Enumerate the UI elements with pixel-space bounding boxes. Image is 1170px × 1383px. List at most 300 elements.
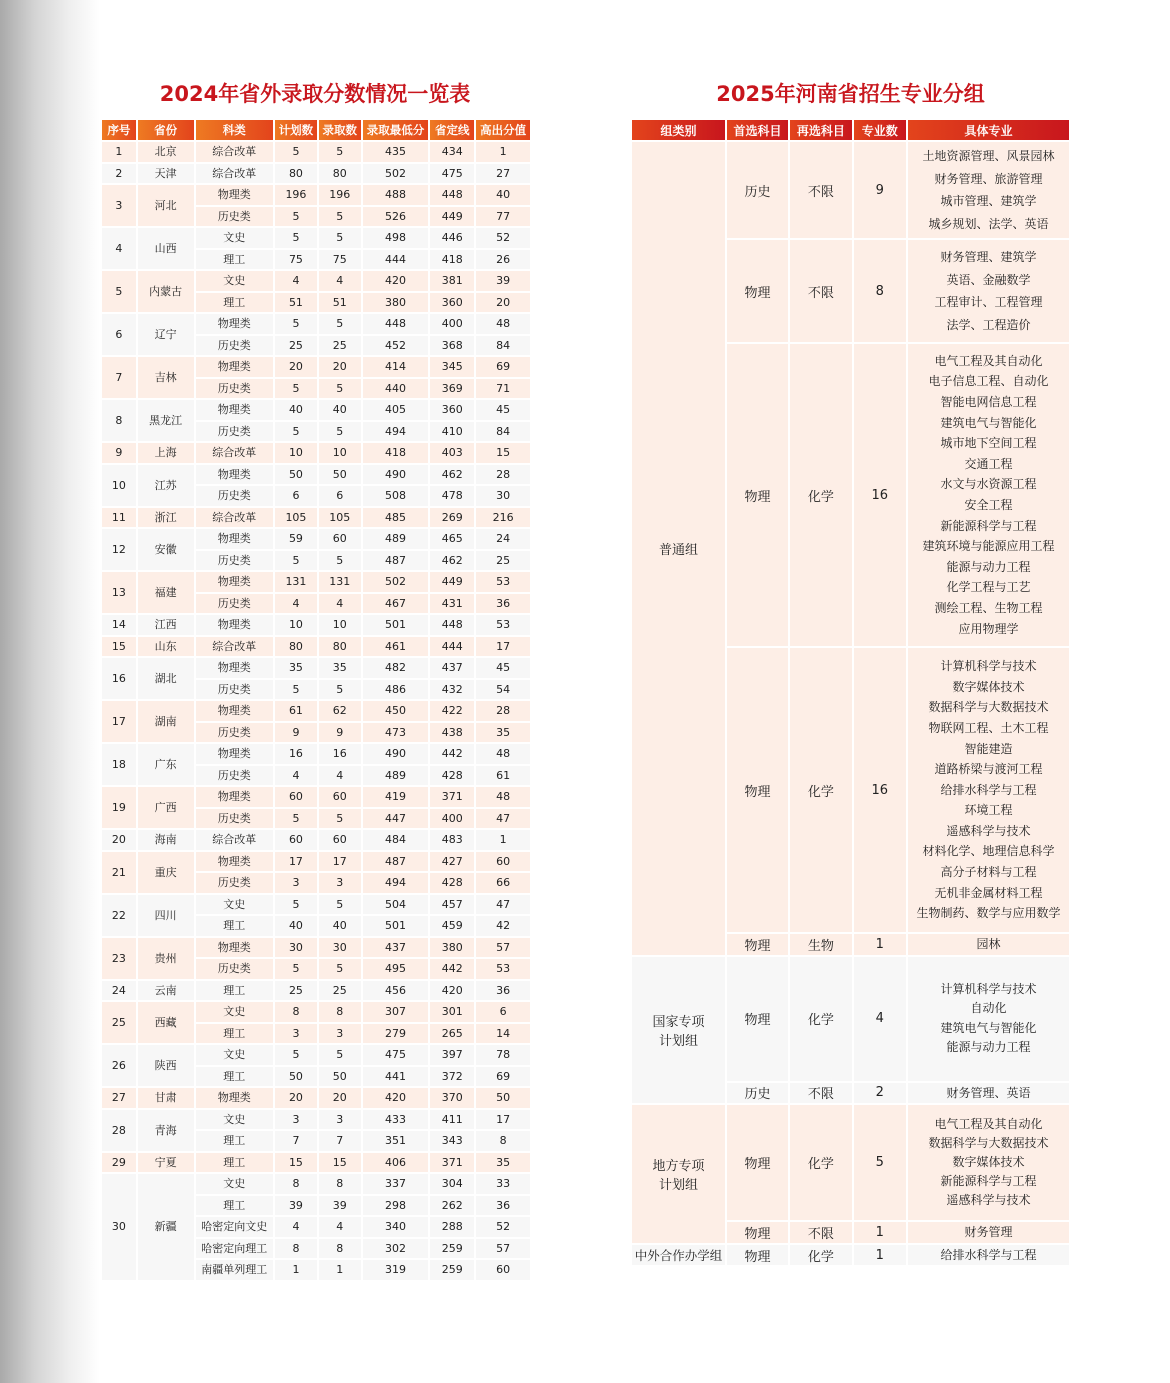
min-score-cell: 489 xyxy=(363,529,429,549)
category-cell: 综合改革 xyxy=(196,164,274,184)
line-cell: 259 xyxy=(430,1239,474,1259)
table-row xyxy=(632,1105,1069,1220)
admitted-cell: 8 xyxy=(319,1174,361,1194)
major-item: 环境工程 xyxy=(964,803,1013,818)
plan-cell: 5 xyxy=(275,809,317,829)
min-score-cell: 307 xyxy=(363,1002,429,1022)
line-cell: 343 xyxy=(430,1131,474,1151)
major-item: 智能电网信息工程 xyxy=(940,395,1037,410)
major-item: 材料化学、地理信息科学 xyxy=(922,844,1055,859)
table-row xyxy=(102,938,530,958)
row-number-cell: 5 xyxy=(102,271,136,312)
major-item: 安全工程 xyxy=(964,498,1013,512)
major-item: 计算机科学与技术 xyxy=(940,982,1037,997)
above-cell: 48 xyxy=(476,314,530,334)
table-row xyxy=(102,981,530,1001)
line-cell: 265 xyxy=(430,1024,474,1044)
line-cell: 427 xyxy=(430,852,474,872)
major-count-cell: 16 xyxy=(854,344,906,646)
category-cell: 文史 xyxy=(196,1174,274,1194)
province-cell: 陕西 xyxy=(138,1045,194,1086)
province-cell: 宁夏 xyxy=(138,1153,194,1173)
min-score-cell: 337 xyxy=(363,1174,429,1194)
above-cell: 50 xyxy=(476,1088,530,1108)
above-cell: 216 xyxy=(476,508,530,528)
plan-cell: 39 xyxy=(275,1196,317,1216)
category-cell: 历史类 xyxy=(196,379,274,399)
second-subject-cell: 化学 xyxy=(790,957,851,1081)
plan-cell: 4 xyxy=(275,1217,317,1237)
above-cell: 84 xyxy=(476,422,530,442)
table-row xyxy=(102,830,530,850)
above-cell: 1 xyxy=(476,830,530,850)
table-row xyxy=(102,164,530,184)
province-cell: 江西 xyxy=(138,615,194,635)
category-cell: 文史 xyxy=(196,271,274,291)
admitted-cell: 40 xyxy=(319,400,361,420)
header-second-subject: 再选科目 xyxy=(790,120,851,140)
min-score-cell: 494 xyxy=(363,422,429,442)
category-cell: 理工 xyxy=(196,1067,274,1087)
province-cell: 黑龙江 xyxy=(138,400,194,441)
first-subject-cell: 物理 xyxy=(727,344,788,646)
table-row xyxy=(102,615,530,635)
major-item: 电气工程及其自动化 xyxy=(934,1116,1043,1131)
above-cell: 39 xyxy=(476,271,530,291)
admitted-cell: 6 xyxy=(319,486,361,506)
plan-cell: 60 xyxy=(275,830,317,850)
table-row xyxy=(102,1002,530,1022)
right-header-row xyxy=(632,120,1069,140)
line-cell: 368 xyxy=(430,336,474,356)
admitted-cell: 5 xyxy=(319,1045,361,1065)
plan-cell: 80 xyxy=(275,164,317,184)
row-number-cell: 18 xyxy=(102,744,136,785)
plan-cell: 7 xyxy=(275,1131,317,1151)
admitted-cell: 5 xyxy=(319,809,361,829)
admitted-cell: 5 xyxy=(319,422,361,442)
line-cell: 262 xyxy=(430,1196,474,1216)
table-row xyxy=(102,185,530,205)
major-count-cell: 9 xyxy=(854,142,906,238)
min-score-cell: 502 xyxy=(363,572,429,592)
above-cell: 27 xyxy=(476,164,530,184)
line-cell: 428 xyxy=(430,873,474,893)
above-cell: 45 xyxy=(476,658,530,678)
category-cell: 综合改革 xyxy=(196,637,274,657)
table-row xyxy=(102,1174,530,1194)
major-item: 新能源科学与工程 xyxy=(940,1174,1037,1189)
category-cell: 物理类 xyxy=(196,787,274,807)
line-cell: 428 xyxy=(430,766,474,786)
category-cell: 理工 xyxy=(196,916,274,936)
major-item: 园林 xyxy=(976,937,1001,951)
major-item: 能源与动力工程 xyxy=(946,559,1031,574)
plan-cell: 4 xyxy=(275,766,317,786)
line-cell: 437 xyxy=(430,658,474,678)
row-number-cell: 24 xyxy=(102,981,136,1001)
plan-cell: 59 xyxy=(275,529,317,549)
admitted-cell: 60 xyxy=(319,787,361,807)
above-cell: 26 xyxy=(476,250,530,270)
min-score-cell: 448 xyxy=(363,314,429,334)
above-cell: 53 xyxy=(476,615,530,635)
admitted-cell: 51 xyxy=(319,293,361,313)
plan-cell: 9 xyxy=(275,723,317,743)
row-number-cell: 26 xyxy=(102,1045,136,1086)
majors-cell xyxy=(908,648,1069,932)
plan-cell: 5 xyxy=(275,959,317,979)
min-score-cell: 473 xyxy=(363,723,429,743)
row-number-cell: 20 xyxy=(102,830,136,850)
min-score-cell: 452 xyxy=(363,336,429,356)
plan-cell: 50 xyxy=(275,465,317,485)
table-row xyxy=(102,1153,530,1173)
category-cell: 理工 xyxy=(196,1196,274,1216)
line-cell: 301 xyxy=(430,1002,474,1022)
major-item: 测绘工程、生物工程 xyxy=(934,600,1043,615)
min-score-cell: 319 xyxy=(363,1260,429,1280)
province-cell: 广西 xyxy=(138,787,194,828)
above-cell: 53 xyxy=(476,572,530,592)
row-number-cell: 9 xyxy=(102,443,136,463)
line-cell: 444 xyxy=(430,637,474,657)
table-row xyxy=(102,271,530,291)
admitted-cell: 3 xyxy=(319,1110,361,1130)
province-cell: 浙江 xyxy=(138,508,194,528)
admitted-cell: 20 xyxy=(319,357,361,377)
major-item: 电子信息工程、自动化 xyxy=(928,374,1049,389)
admitted-cell: 5 xyxy=(319,551,361,571)
major-item: 财务管理、建筑学 xyxy=(940,250,1037,264)
min-score-cell: 498 xyxy=(363,228,429,248)
min-score-cell: 419 xyxy=(363,787,429,807)
plan-cell: 60 xyxy=(275,787,317,807)
group-name-cell: 国家专项 计划组 xyxy=(632,957,725,1104)
plan-cell: 3 xyxy=(275,873,317,893)
category-cell: 历史类 xyxy=(196,594,274,614)
major-item: 工程审计、工程管理 xyxy=(934,295,1043,309)
major-item: 土地资源管理、风景园林 xyxy=(922,149,1055,163)
majors-cell xyxy=(908,142,1069,238)
line-cell: 478 xyxy=(430,486,474,506)
table-row xyxy=(102,1088,530,1108)
admitted-cell: 10 xyxy=(319,443,361,463)
admitted-cell: 5 xyxy=(319,680,361,700)
plan-cell: 196 xyxy=(275,185,317,205)
major-item: 城乡规划、法学、英语 xyxy=(928,216,1049,231)
category-cell: 历史类 xyxy=(196,422,274,442)
plan-cell: 15 xyxy=(275,1153,317,1173)
line-cell: 403 xyxy=(430,443,474,463)
min-score-cell: 441 xyxy=(363,1067,429,1087)
province-cell: 青海 xyxy=(138,1110,194,1151)
major-count-cell: 2 xyxy=(854,1083,906,1104)
above-cell: 35 xyxy=(476,1153,530,1173)
admitted-cell: 16 xyxy=(319,744,361,764)
first-subject-cell: 物理 xyxy=(727,240,788,342)
line-cell: 269 xyxy=(430,508,474,528)
plan-cell: 50 xyxy=(275,1067,317,1087)
line-cell: 431 xyxy=(430,594,474,614)
first-subject-cell: 物理 xyxy=(727,1105,788,1220)
admitted-cell: 39 xyxy=(319,1196,361,1216)
table-row xyxy=(102,142,530,162)
admitted-cell: 4 xyxy=(319,1217,361,1237)
table-row xyxy=(102,895,530,915)
major-item: 数字媒体技术 xyxy=(952,679,1025,694)
group-name-cell: 普通组 xyxy=(632,142,725,955)
left-table-body xyxy=(102,142,530,1280)
above-cell: 6 xyxy=(476,1002,530,1022)
above-cell: 57 xyxy=(476,1239,530,1259)
line-cell: 371 xyxy=(430,787,474,807)
majors-cell xyxy=(908,1105,1069,1220)
plan-cell: 3 xyxy=(275,1110,317,1130)
category-cell: 物理类 xyxy=(196,357,274,377)
above-cell: 36 xyxy=(476,981,530,1001)
table-row xyxy=(102,1110,530,1130)
category-cell: 物理类 xyxy=(196,185,274,205)
plan-cell: 20 xyxy=(275,357,317,377)
major-item: 英语、金融数学 xyxy=(946,272,1031,287)
row-number-cell: 28 xyxy=(102,1110,136,1151)
plan-cell: 80 xyxy=(275,637,317,657)
plan-cell: 5 xyxy=(275,551,317,571)
major-item: 高分子材料与工程 xyxy=(940,865,1037,880)
line-cell: 449 xyxy=(430,572,474,592)
line-cell: 422 xyxy=(430,701,474,721)
major-item: 电气工程及其自动化 xyxy=(934,353,1043,368)
line-cell: 380 xyxy=(430,938,474,958)
line-cell: 432 xyxy=(430,680,474,700)
province-cell: 湖南 xyxy=(138,701,194,742)
province-cell: 河北 xyxy=(138,185,194,226)
plan-cell: 51 xyxy=(275,293,317,313)
line-cell: 465 xyxy=(430,529,474,549)
category-cell: 综合改革 xyxy=(196,508,274,528)
plan-cell: 5 xyxy=(275,895,317,915)
province-cell: 西藏 xyxy=(138,1002,194,1043)
line-cell: 457 xyxy=(430,895,474,915)
plan-cell: 20 xyxy=(275,1088,317,1108)
row-number-cell: 29 xyxy=(102,1153,136,1173)
category-cell: 理工 xyxy=(196,1153,274,1173)
plan-cell: 5 xyxy=(275,142,317,162)
category-cell: 哈密定向文史 xyxy=(196,1217,274,1237)
table-row xyxy=(102,852,530,872)
province-cell: 四川 xyxy=(138,895,194,936)
major-item: 应用物理学 xyxy=(958,621,1019,636)
province-cell: 重庆 xyxy=(138,852,194,893)
header-line: 省定线 xyxy=(430,120,474,140)
plan-cell: 5 xyxy=(275,379,317,399)
admitted-cell: 10 xyxy=(319,615,361,635)
table-row xyxy=(102,701,530,721)
plan-cell: 75 xyxy=(275,250,317,270)
major-count-cell: 1 xyxy=(854,934,906,955)
category-cell: 理工 xyxy=(196,250,274,270)
table-row xyxy=(102,314,530,334)
min-score-cell: 420 xyxy=(363,271,429,291)
admitted-cell: 8 xyxy=(319,1002,361,1022)
plan-cell: 25 xyxy=(275,336,317,356)
above-cell: 69 xyxy=(476,1067,530,1087)
admitted-cell: 7 xyxy=(319,1131,361,1151)
row-number-cell: 14 xyxy=(102,615,136,635)
province-cell: 江苏 xyxy=(138,465,194,506)
header-first-subject: 首选科目 xyxy=(727,120,788,140)
row-number-cell: 19 xyxy=(102,787,136,828)
row-number-cell: 27 xyxy=(102,1088,136,1108)
min-score-cell: 490 xyxy=(363,744,429,764)
line-cell: 370 xyxy=(430,1088,474,1108)
plan-cell: 105 xyxy=(275,508,317,528)
plan-cell: 5 xyxy=(275,680,317,700)
plan-cell: 6 xyxy=(275,486,317,506)
category-cell: 物理类 xyxy=(196,529,274,549)
table-row xyxy=(102,508,530,528)
line-cell: 442 xyxy=(430,744,474,764)
header-admitted: 录取数 xyxy=(319,120,361,140)
major-item: 财务管理、旅游管理 xyxy=(934,171,1043,186)
second-subject-cell: 不限 xyxy=(790,1083,851,1104)
plan-cell: 40 xyxy=(275,400,317,420)
row-number-cell: 12 xyxy=(102,529,136,570)
province-cell: 北京 xyxy=(138,142,194,162)
table-row xyxy=(102,465,530,485)
category-cell: 物理类 xyxy=(196,314,274,334)
category-cell: 物理类 xyxy=(196,852,274,872)
row-number-cell: 8 xyxy=(102,400,136,441)
line-cell: 397 xyxy=(430,1045,474,1065)
above-cell: 54 xyxy=(476,680,530,700)
table-row xyxy=(102,529,530,549)
second-subject-cell: 生物 xyxy=(790,934,851,955)
category-cell: 文史 xyxy=(196,228,274,248)
majors-cell xyxy=(908,934,1069,955)
above-cell: 17 xyxy=(476,1110,530,1130)
admitted-cell: 5 xyxy=(319,959,361,979)
admitted-cell: 4 xyxy=(319,594,361,614)
first-subject-cell: 物理 xyxy=(727,1245,788,1266)
min-score-cell: 490 xyxy=(363,465,429,485)
category-cell: 历史类 xyxy=(196,959,274,979)
above-cell: 60 xyxy=(476,852,530,872)
category-cell: 南疆单列理工 xyxy=(196,1260,274,1280)
province-cell: 福建 xyxy=(138,572,194,613)
row-number-cell: 25 xyxy=(102,1002,136,1043)
major-groups-table xyxy=(630,118,1071,1267)
above-cell: 77 xyxy=(476,207,530,227)
plan-cell: 35 xyxy=(275,658,317,678)
min-score-cell: 340 xyxy=(363,1217,429,1237)
min-score-cell: 450 xyxy=(363,701,429,721)
plan-cell: 61 xyxy=(275,701,317,721)
right-table-title: 2025年河南省招生专业分组 xyxy=(716,82,985,106)
line-cell: 381 xyxy=(430,271,474,291)
above-cell: 57 xyxy=(476,938,530,958)
row-number-cell: 4 xyxy=(102,228,136,269)
line-cell: 288 xyxy=(430,1217,474,1237)
plan-cell: 5 xyxy=(275,422,317,442)
min-score-cell: 485 xyxy=(363,508,429,528)
table-row xyxy=(102,443,530,463)
province-cell: 甘肃 xyxy=(138,1088,194,1108)
plan-cell: 8 xyxy=(275,1174,317,1194)
category-cell: 综合改革 xyxy=(196,443,274,463)
majors-cell xyxy=(908,1083,1069,1104)
line-cell: 459 xyxy=(430,916,474,936)
admitted-cell: 5 xyxy=(319,142,361,162)
line-cell: 446 xyxy=(430,228,474,248)
min-score-cell: 461 xyxy=(363,637,429,657)
above-cell: 20 xyxy=(476,293,530,313)
admitted-cell: 20 xyxy=(319,1088,361,1108)
admitted-cell: 3 xyxy=(319,1024,361,1044)
above-cell: 66 xyxy=(476,873,530,893)
min-score-cell: 501 xyxy=(363,916,429,936)
above-cell: 36 xyxy=(476,1196,530,1216)
above-cell: 47 xyxy=(476,895,530,915)
major-count-cell: 8 xyxy=(854,240,906,342)
line-cell: 442 xyxy=(430,959,474,979)
admitted-cell: 4 xyxy=(319,271,361,291)
plan-cell: 4 xyxy=(275,271,317,291)
left-header-row xyxy=(102,120,530,140)
row-number-cell: 10 xyxy=(102,465,136,506)
major-item: 遥感科学与技术 xyxy=(946,1193,1031,1208)
category-cell: 物理类 xyxy=(196,465,274,485)
above-cell: 47 xyxy=(476,809,530,829)
first-subject-cell: 物理 xyxy=(727,957,788,1081)
min-score-cell: 302 xyxy=(363,1239,429,1259)
row-number-cell: 30 xyxy=(102,1174,136,1280)
min-score-cell: 435 xyxy=(363,142,429,162)
row-number-cell: 2 xyxy=(102,164,136,184)
above-cell: 15 xyxy=(476,443,530,463)
header-above: 高出分值 xyxy=(476,120,530,140)
admitted-cell: 30 xyxy=(319,938,361,958)
min-score-cell: 488 xyxy=(363,185,429,205)
page-left-shadow xyxy=(0,0,100,1383)
province-cell: 新疆 xyxy=(138,1174,194,1280)
major-item: 水文与水资源工程 xyxy=(940,477,1037,492)
major-item: 财务管理、英语 xyxy=(946,1085,1031,1100)
above-cell: 1 xyxy=(476,142,530,162)
above-cell: 33 xyxy=(476,1174,530,1194)
admitted-cell: 50 xyxy=(319,1067,361,1087)
province-cell: 山东 xyxy=(138,637,194,657)
plan-cell: 1 xyxy=(275,1260,317,1280)
line-cell: 259 xyxy=(430,1260,474,1280)
first-subject-cell: 历史 xyxy=(727,142,788,238)
second-subject-cell: 化学 xyxy=(790,1245,851,1266)
province-cell: 湖北 xyxy=(138,658,194,699)
major-count-cell: 5 xyxy=(854,1105,906,1220)
min-score-cell: 487 xyxy=(363,852,429,872)
above-cell: 78 xyxy=(476,1045,530,1065)
plan-cell: 5 xyxy=(275,207,317,227)
category-cell: 理工 xyxy=(196,1131,274,1151)
line-cell: 483 xyxy=(430,830,474,850)
majors-cell xyxy=(908,344,1069,646)
plan-cell: 40 xyxy=(275,916,317,936)
table-row xyxy=(102,637,530,657)
header-majors: 具体专业 xyxy=(908,120,1069,140)
category-cell: 文史 xyxy=(196,1045,274,1065)
plan-cell: 8 xyxy=(275,1239,317,1259)
